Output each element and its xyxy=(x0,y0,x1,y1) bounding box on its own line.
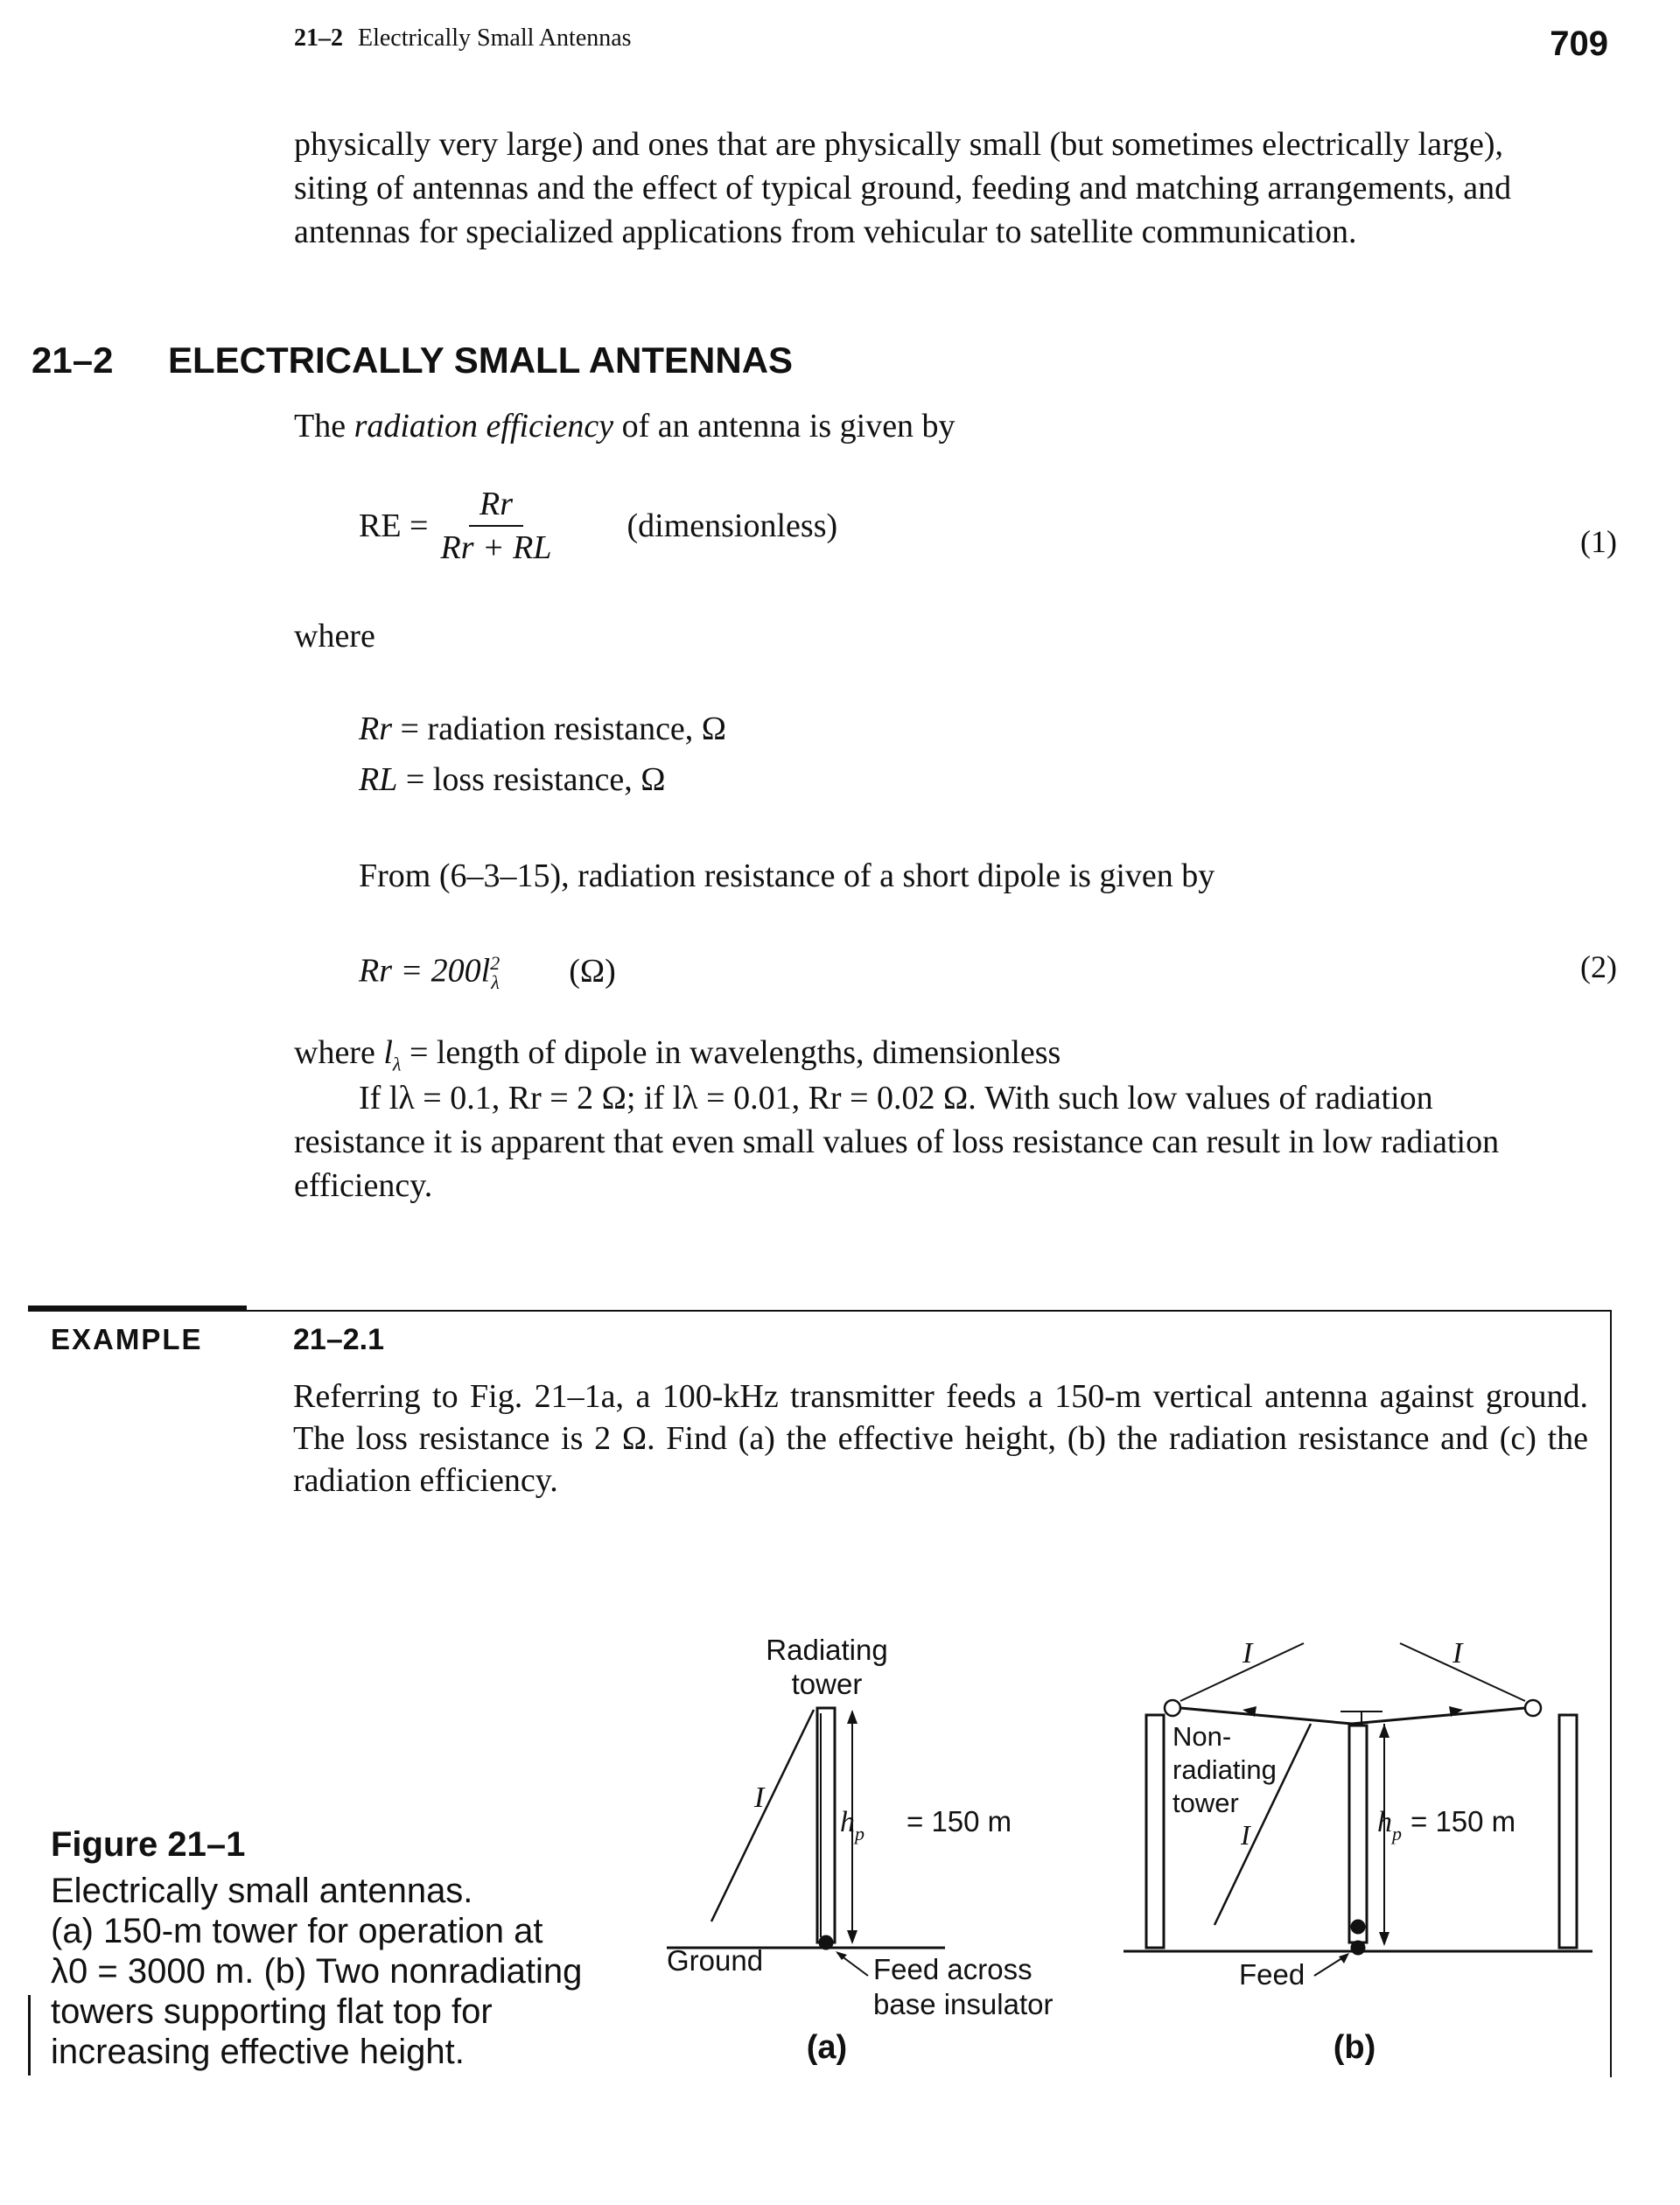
definition-symbol: Rr xyxy=(359,710,392,747)
eq2-superscript: 2 xyxy=(490,952,500,974)
example-label: EXAMPLE xyxy=(51,1323,203,1355)
definition-text: = radiation resistance, Ω xyxy=(400,710,727,747)
label-current: I xyxy=(754,1782,765,1814)
label-height-b: = 150 m xyxy=(1410,1805,1516,1838)
lead-text: The xyxy=(294,408,354,444)
label-current-right: I xyxy=(1452,1637,1463,1670)
intro-line: physically very large) and ones that are physically small (but sometimes electrically large), xyxy=(294,126,1503,163)
center-downlead xyxy=(1349,1726,1367,1942)
label-feed-across: Feed across xyxy=(873,1953,1032,1985)
label-non: Non- xyxy=(1172,1721,1232,1752)
label-feed: Feed xyxy=(1239,1958,1306,1991)
feed-arrow-head-b xyxy=(1339,1953,1349,1964)
right-insulator xyxy=(1525,1700,1541,1716)
label-hp-b: $h_p$ xyxy=(1377,1806,1402,1844)
arrow-head-up xyxy=(847,1710,858,1724)
panel-label-a: (a) xyxy=(806,2029,848,2066)
where-l-text: where xyxy=(294,1034,384,1071)
eq1-numerator-text: Rr xyxy=(480,486,513,522)
intro-line: antennas for specialized applications from vehicular to satellite communication. xyxy=(294,214,1357,250)
right-nonradiating-tower xyxy=(1559,1715,1577,1948)
intro-line: siting of antennas and the effect of typical ground, feeding and matching arrangements, and xyxy=(294,170,1512,206)
page-number: 709 xyxy=(1550,24,1608,63)
definition-symbol: RL xyxy=(359,761,398,798)
figure-a xyxy=(667,1634,1053,2066)
figure-title: Figure 21–1 xyxy=(51,1825,246,1864)
label-current-left: I xyxy=(1242,1637,1253,1670)
label-tower-b: tower xyxy=(1172,1788,1239,1818)
caption-line: λ0 = 3000 m. (b) Two nonradiating xyxy=(51,1952,583,1991)
section-number: 21–2 xyxy=(32,340,114,381)
label-height: = 150 m xyxy=(906,1805,1012,1838)
lead-text: of an antenna is given by xyxy=(613,408,956,444)
section-title: ELECTRICALLY SMALL ANTENNAS xyxy=(168,340,794,381)
header-section-number: 21–2 xyxy=(294,24,343,52)
label-hp: $h_p$ xyxy=(840,1806,864,1844)
label-tower: tower xyxy=(791,1668,863,1700)
label-ground: Ground xyxy=(667,1944,764,1977)
radiation-efficiency-term: radiation efficiency xyxy=(354,408,614,444)
caption-line: Electrically small antennas. xyxy=(51,1872,473,1910)
eq2-lhs: Rr = 200l xyxy=(359,952,491,990)
tower-base-dot xyxy=(819,1936,833,1950)
where-l-text: = length of dipole in wavelengths, dimensionless xyxy=(401,1034,1061,1071)
label-current-mid: I xyxy=(1241,1819,1250,1851)
arrow-head-up-b xyxy=(1379,1724,1390,1738)
current-line-right xyxy=(1400,1643,1525,1701)
arrow-head-down-b xyxy=(1379,1932,1390,1946)
center-dot-lower xyxy=(1351,1941,1365,1955)
continuation-line: resistance it is apparent that even small values of loss resistance can result in low radiation xyxy=(294,1124,1500,1160)
eq1-note: (dimensionless) xyxy=(626,508,838,544)
arrow-head-down xyxy=(847,1930,858,1944)
l-lambda-symbol: $l_\lambda$ xyxy=(383,1034,402,1075)
header-title: Electrically Small Antennas xyxy=(358,24,632,52)
example-number: 21–2.1 xyxy=(293,1323,384,1356)
eq2-subscript: λ xyxy=(491,971,500,994)
label-base-insulator: base insulator xyxy=(873,1988,1054,2020)
if-line: If lλ = 0.1, Rr = 2 Ω; if lλ = 0.01, Rr = 0.02 Ω. With such low values of radiation xyxy=(359,1080,1433,1116)
label-radiating: Radiating xyxy=(766,1634,888,1666)
caption-line: increasing effective height. xyxy=(51,2033,465,2071)
eq2-unit: (Ω) xyxy=(569,952,616,990)
panel-label-b: (b) xyxy=(1333,2029,1376,2066)
caption-line: (a) 150-m tower for operation at xyxy=(51,1912,543,1950)
flat-top-right xyxy=(1352,1708,1525,1724)
caption-line: towers supporting flat top for xyxy=(51,1992,493,2031)
left-insulator xyxy=(1165,1700,1180,1716)
where-label: where xyxy=(294,618,375,654)
example-body: Referring to Fig. 21–1a, a 100-kHz transmitter feeds a 150-m vertical antenna against ground. The loss resistance is 2 Ω. Find (a) the effective height, (b) the radiation resistance and (c) the radiation efficiency. xyxy=(293,1378,1588,1499)
current-arrow-line xyxy=(711,1710,814,1922)
label-radiating-b: radiating xyxy=(1172,1754,1277,1785)
definition-text: = loss resistance, Ω xyxy=(405,761,666,798)
continuation-line: efficiency. xyxy=(294,1167,433,1204)
center-dot-upper xyxy=(1351,1920,1365,1934)
eq1-denominator: Rr + RL xyxy=(440,529,552,566)
left-nonradiating-tower xyxy=(1146,1715,1164,1948)
figure-b xyxy=(1124,1637,1592,2066)
from-sentence: From (6–3–15), radiation resistance of a short dipole is given by xyxy=(359,858,1215,894)
equation-2-number: (2) xyxy=(1580,949,1617,984)
equation-1-number: (1) xyxy=(1580,524,1617,559)
eq1-lhs: RE = xyxy=(359,508,429,544)
